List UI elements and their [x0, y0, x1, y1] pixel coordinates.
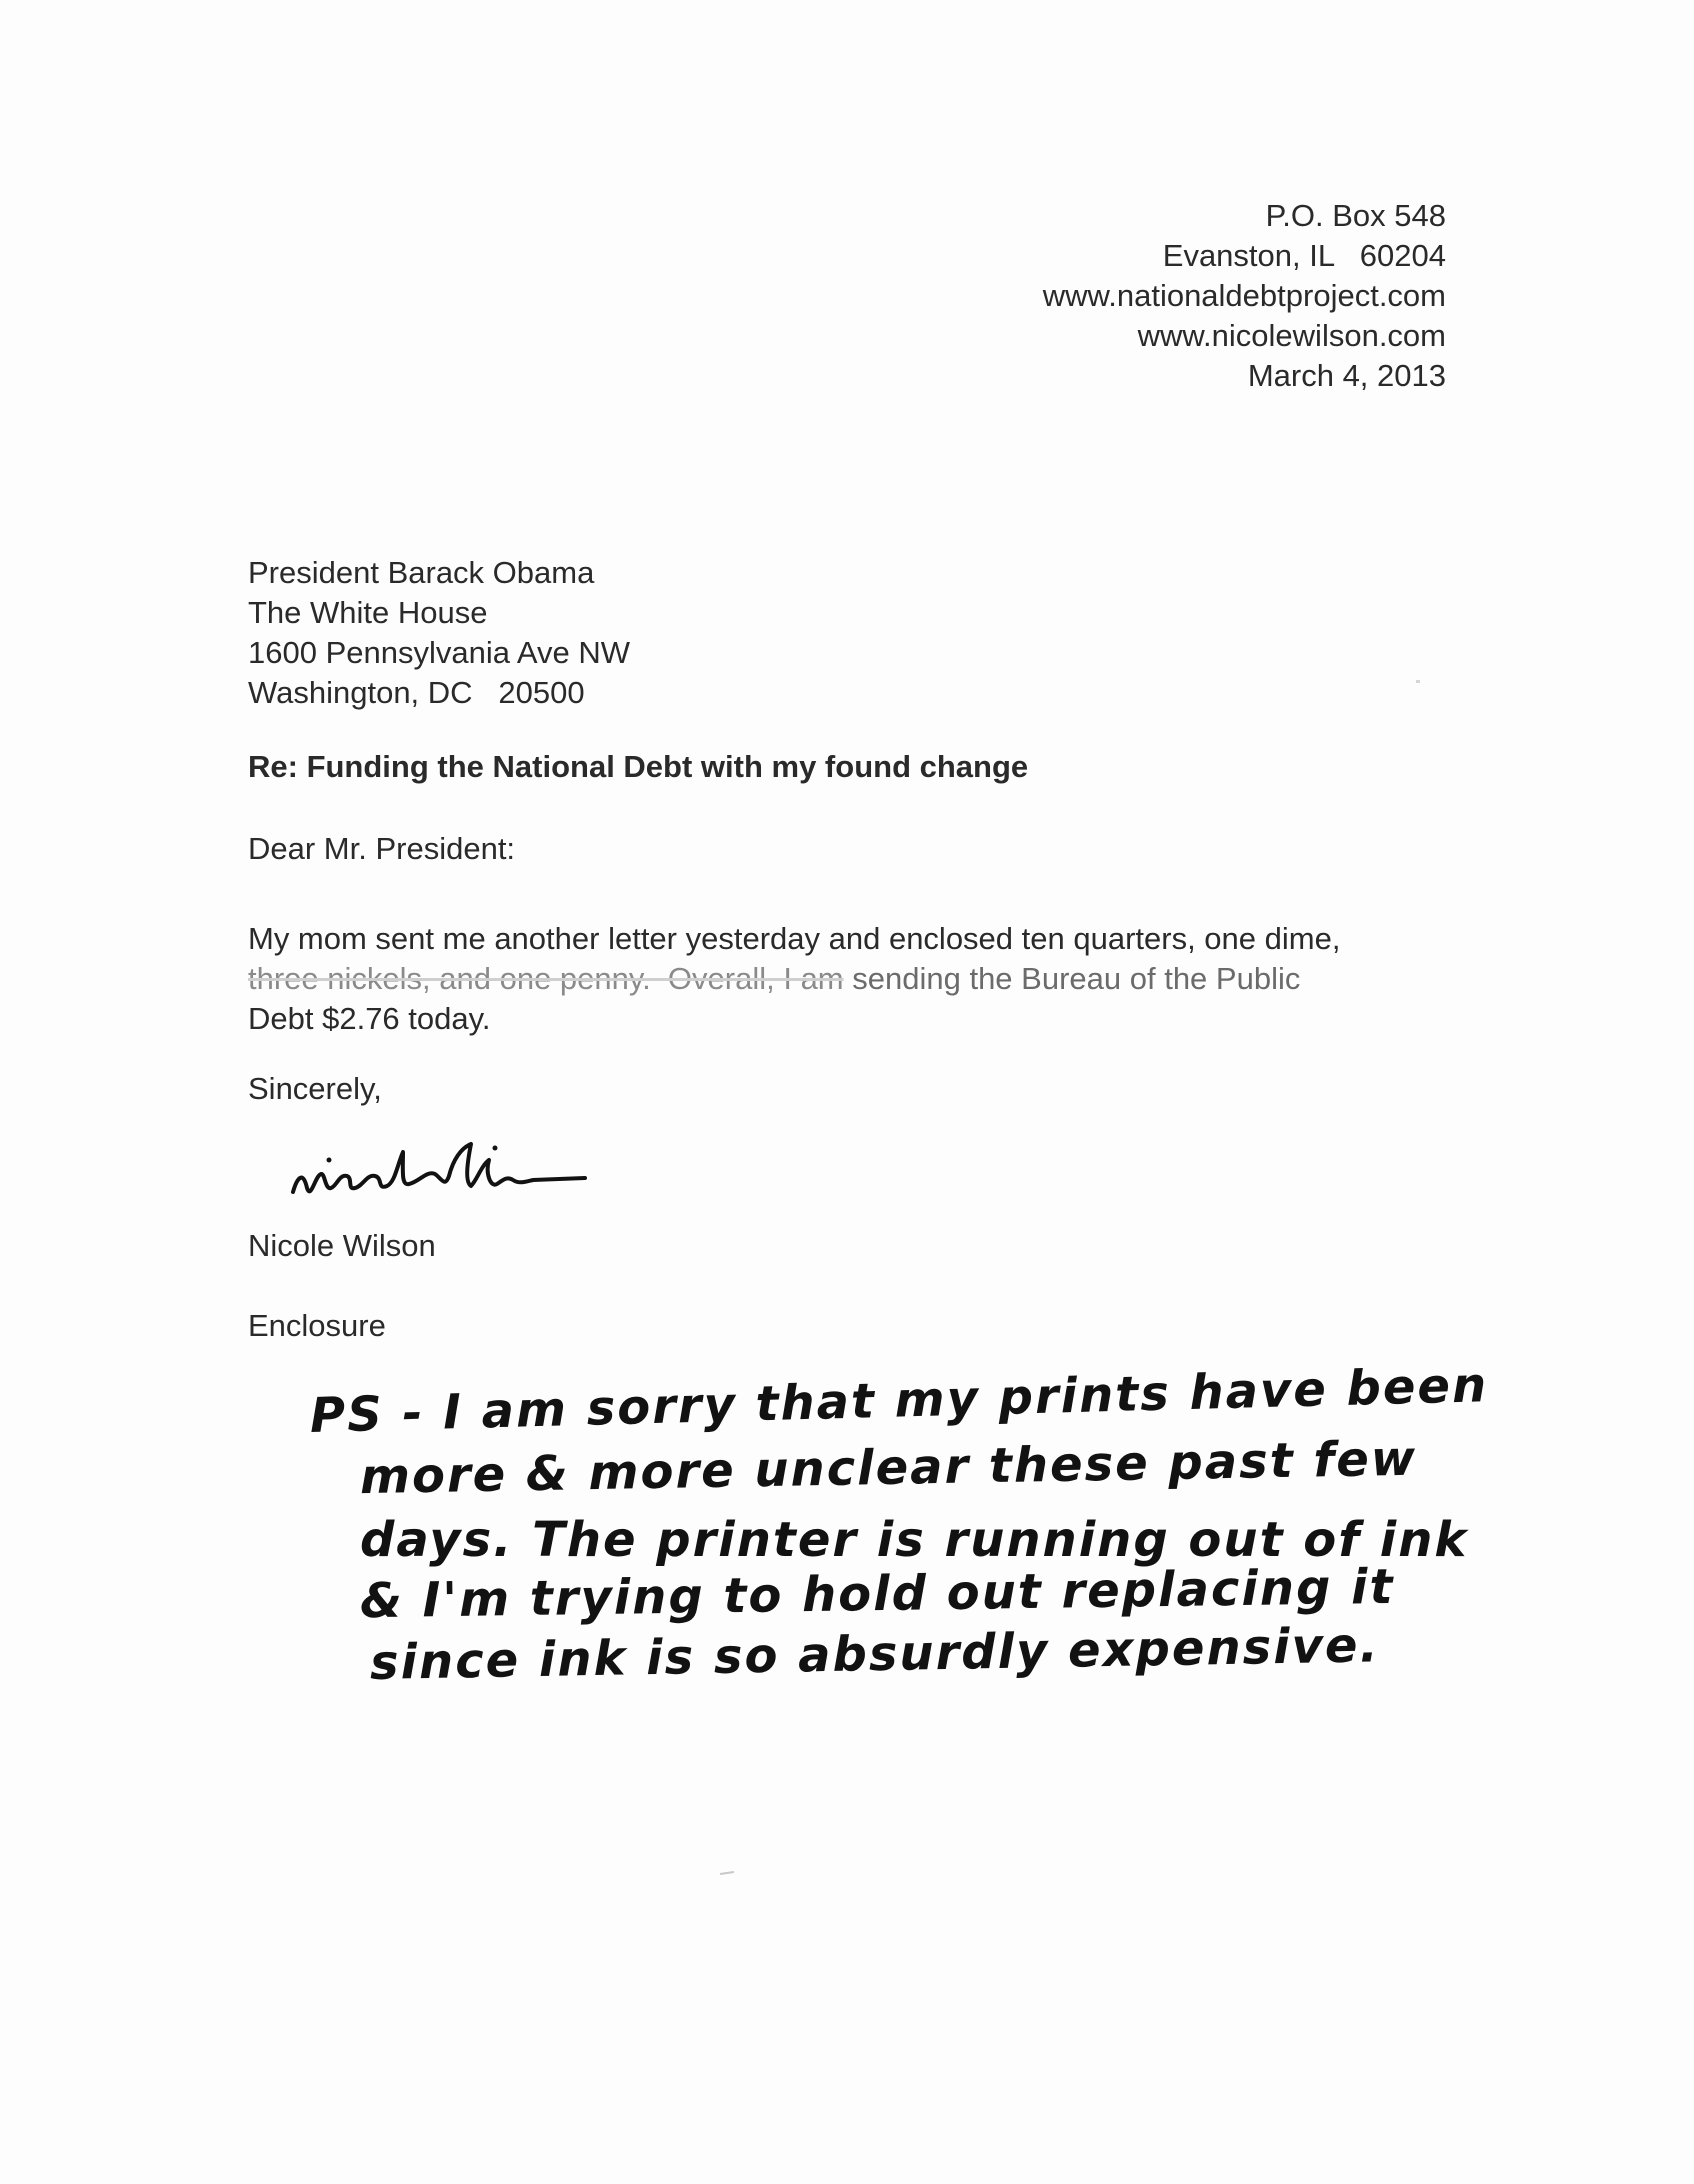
- postscript-line-1: PS - I am sorry that my prints have been: [309, 1357, 1489, 1444]
- signer-name: Nicole Wilson: [248, 1228, 436, 1263]
- closing: Sincerely,: [248, 1071, 382, 1106]
- subject-line: Re: Funding the National Debt with my found change: [248, 749, 1029, 784]
- recipient-street: 1600 Pennsylvania Ave NW: [248, 635, 630, 670]
- handwritten-postscript: [309, 1357, 1550, 1695]
- body-line-2-faded-text: three nickels, and one penny. Overall, I am: [248, 961, 844, 996]
- handwritten-signature: [285, 1130, 625, 1220]
- recipient-name: President Barack Obama: [248, 555, 595, 590]
- postscript-line-4: & I'm trying to hold out replacing it: [359, 1558, 1395, 1630]
- recipient-org: The White House: [248, 595, 488, 630]
- paper-speck: [1416, 680, 1420, 683]
- sender-po-box: P.O. Box 548: [1265, 198, 1446, 233]
- salutation: Dear Mr. President:: [248, 831, 516, 866]
- postscript-line-5: since ink is so absurdly expensive.: [369, 1617, 1381, 1691]
- postscript-line-3: days. The printer is running out of ink: [360, 1512, 1469, 1568]
- sender-address-block: [1043, 196, 1446, 396]
- paper-speck: [720, 1871, 734, 1875]
- postscript-line-2: more & more unclear these past few: [359, 1430, 1418, 1506]
- recipient-city-state-zip: Washington, DC 20500: [248, 675, 585, 710]
- letter-body: [248, 919, 1448, 1039]
- enclosure-notation: Enclosure: [248, 1308, 386, 1343]
- recipient-address-block: [248, 553, 630, 713]
- body-line-2-text: sending the Bureau of the Public: [843, 961, 1301, 996]
- body-line-1: My mom sent me another letter yesterday and enclosed ten quarters, one dime,: [248, 921, 1341, 956]
- sender-website-2: www.nicolewilson.com: [1137, 318, 1446, 353]
- body-line-2: [248, 959, 1448, 999]
- sender-city-state-zip: Evanston, IL 60204: [1162, 238, 1446, 273]
- body-line-3: Debt $2.76 today.: [248, 1001, 491, 1036]
- letter-date: March 4, 2013: [1247, 358, 1446, 393]
- sender-website-1: www.nationaldebtproject.com: [1042, 278, 1446, 313]
